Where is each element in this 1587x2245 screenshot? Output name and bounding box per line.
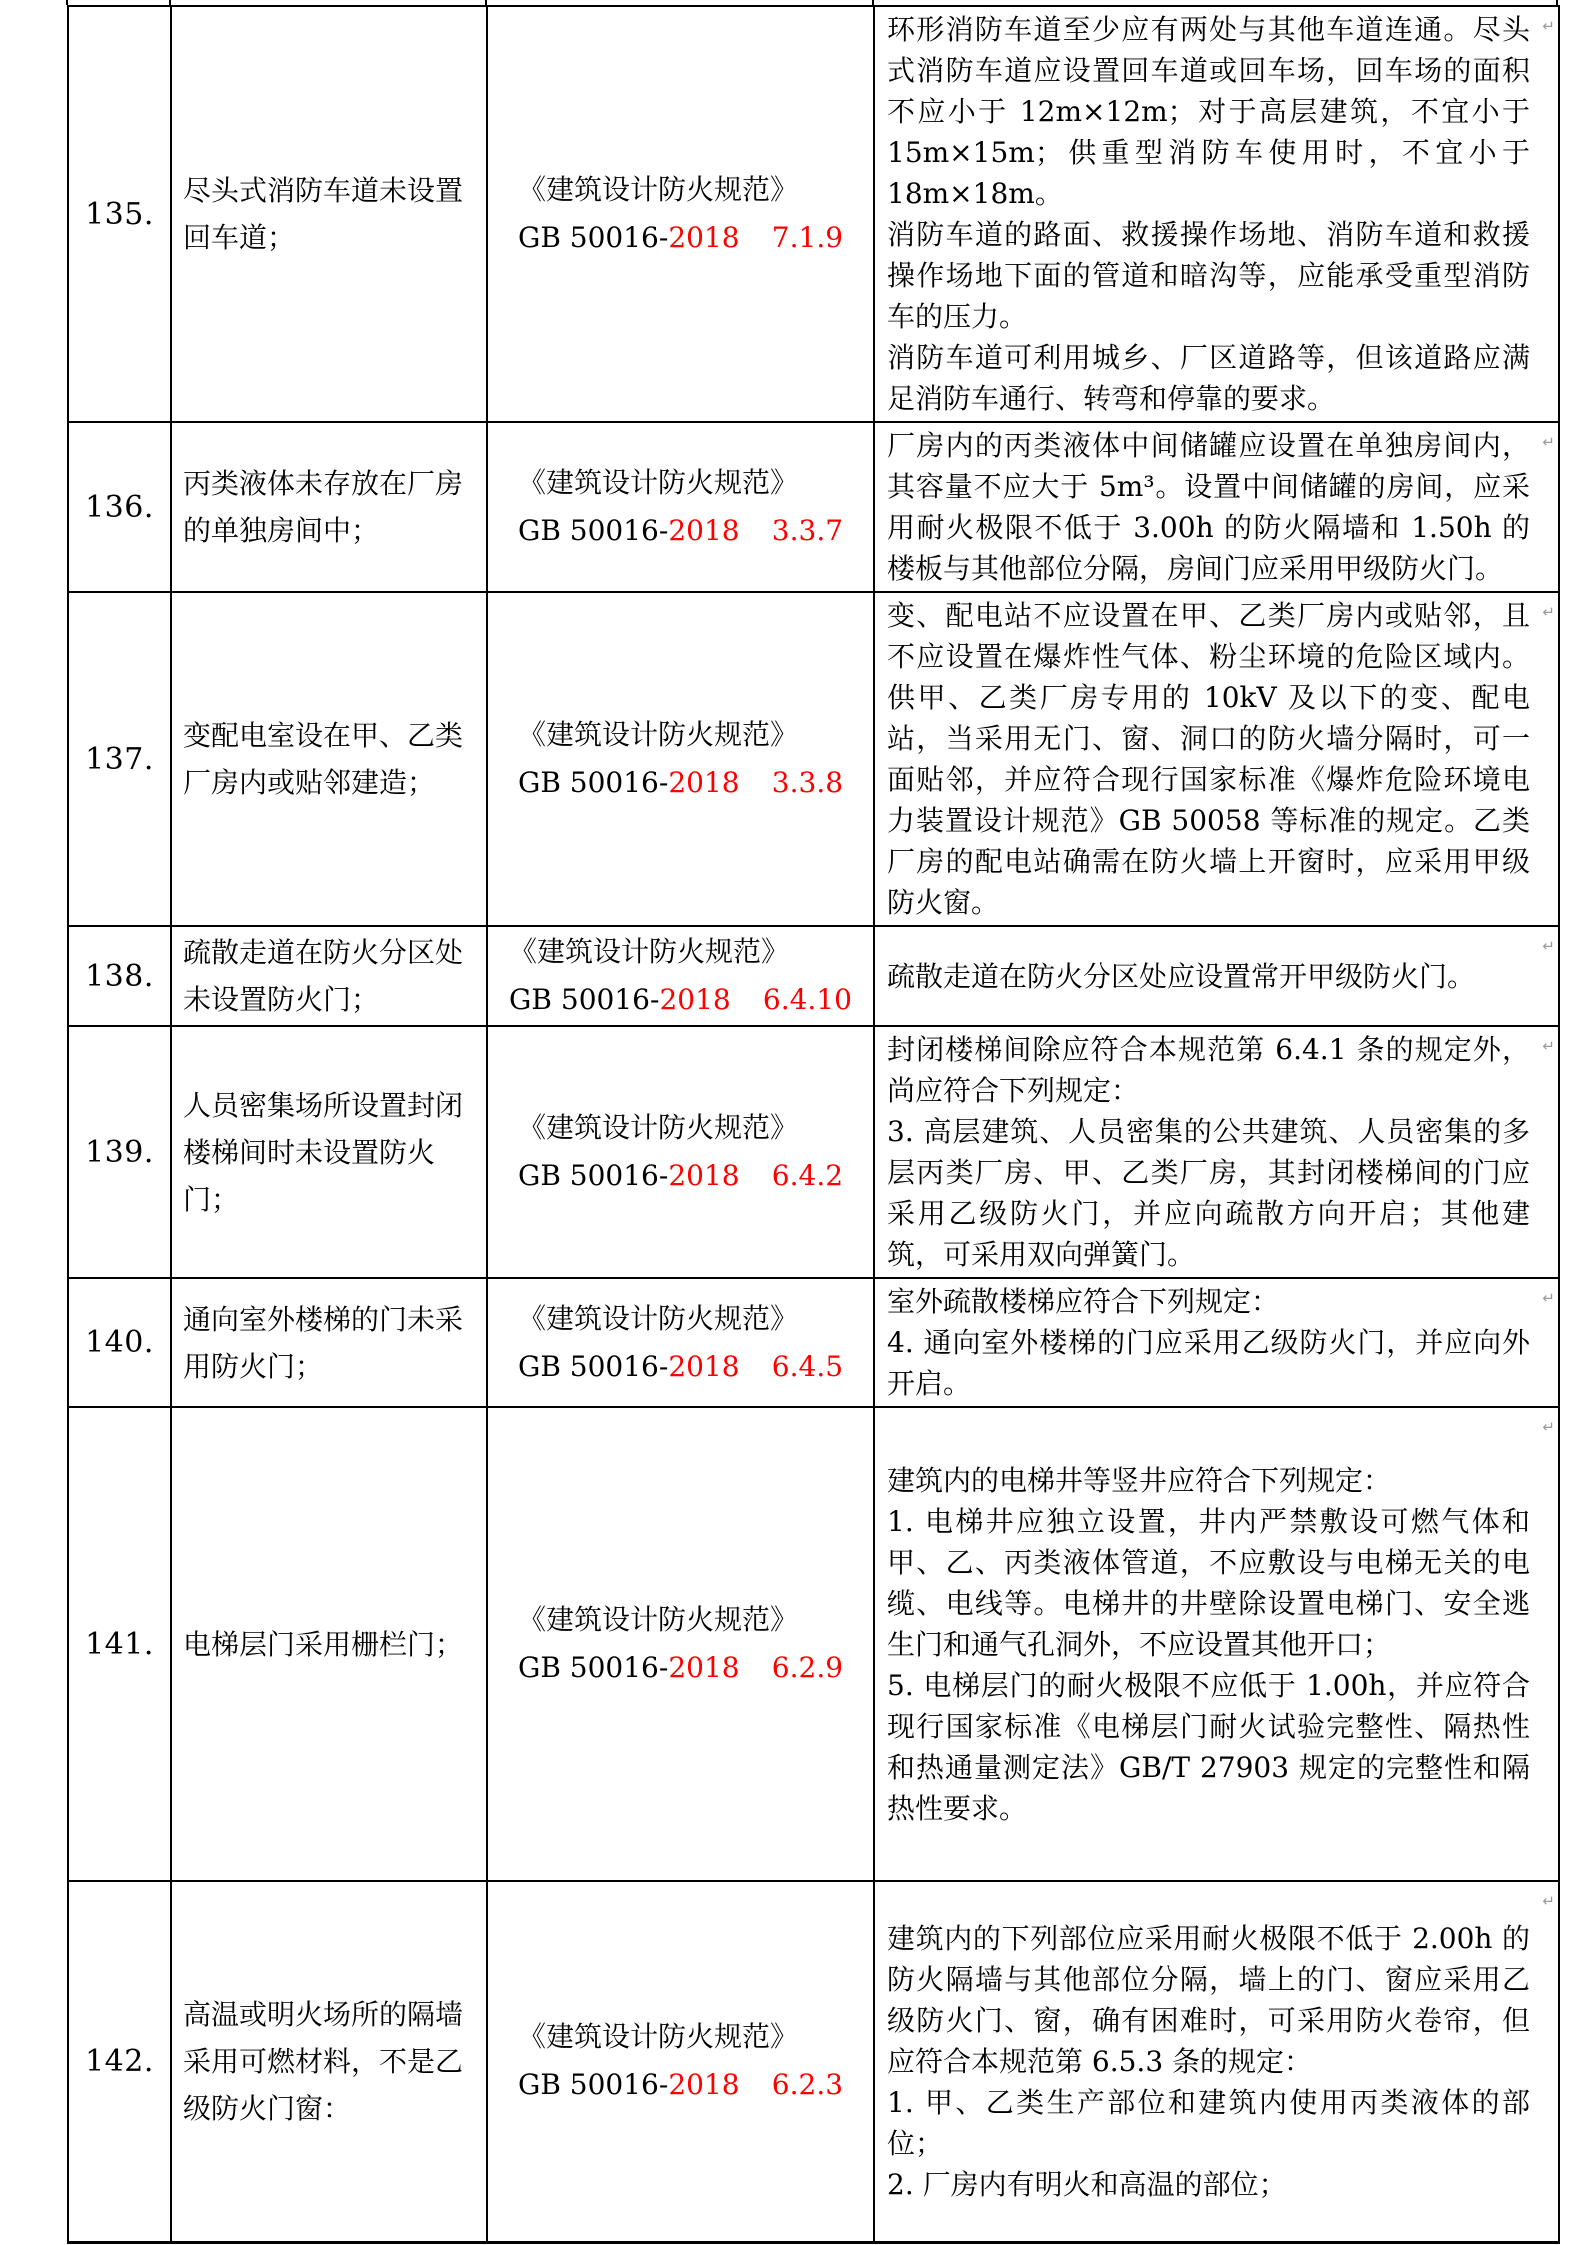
row-number: 135. xyxy=(85,196,154,232)
issue-cell xyxy=(171,592,487,926)
paragraph-mark-icon: ↵ xyxy=(1542,17,1555,35)
reference-block xyxy=(518,459,843,555)
table-row xyxy=(68,422,1559,592)
reference-code: GB 50016- xyxy=(517,766,669,799)
paragraph-mark-icon: ↵ xyxy=(1542,937,1555,955)
regulation-detail-cell xyxy=(874,6,1559,422)
row-number-cell xyxy=(68,1026,171,1278)
regulation-detail-cell xyxy=(874,422,1559,592)
reference-year: 2018 xyxy=(668,1349,740,1383)
reference-cell xyxy=(487,422,874,592)
issue-text: 尽头式消防车道未设置回车道； xyxy=(183,174,464,254)
issue-cell xyxy=(171,926,487,1026)
regulation-paragraph: 室外疏散楼梯应符合下列规定： xyxy=(887,1285,1280,1318)
issue-text: 电梯层门采用栅栏门； xyxy=(183,1627,464,1661)
reference-year: 2018 xyxy=(668,221,740,254)
reference-year: 2018 xyxy=(668,766,740,799)
row-number-cell xyxy=(68,422,171,592)
issue-text: 通向室外楼梯的门未采用防火门； xyxy=(183,1302,464,1383)
reference-cell xyxy=(487,926,874,1026)
regulation-paragraph: 5. 电梯层门的耐火极限不应低于 1.00h，并应符合现行国家标准《电梯层门耐火试验完整性、隔热性和热通量测定法》GB/T 27903 规定的完整性和隔热性要求。 xyxy=(887,1668,1530,1825)
reference-year: 2018 xyxy=(659,983,731,1016)
table-row xyxy=(68,1407,1559,1881)
reference-block xyxy=(518,711,843,807)
issue-cell xyxy=(171,1278,487,1407)
reference-block xyxy=(509,928,852,1024)
reference-cell xyxy=(487,1881,874,2242)
reference-title: 《建筑设计防火规范》 xyxy=(517,466,798,499)
row-number-cell xyxy=(68,1407,171,1881)
regulation-detail-cell xyxy=(874,1026,1559,1278)
reference-code: GB 50016- xyxy=(517,1349,669,1383)
reference-clause: 7.1.9 xyxy=(771,221,844,254)
reference-title: 《建筑设计防火规范》 xyxy=(517,718,798,751)
regulation-paragraph: 3. 高层建筑、人员密集的公共建筑、人员密集的多层丙类厂房、甲、乙类厂房，其封闭楼梯间的门应采用乙级防火门，并应向疏散方向开启；其他建筑，可采用双向弹簧门。 xyxy=(887,1115,1530,1271)
issue-cell xyxy=(171,1026,487,1278)
regulation-paragraph: 厂房内的丙类液体中间储罐应设置在单独房间内，其容量不应大于 5m³。设置中间储罐的房间，应采用耐火极限不低于 3.00h 的防火隔墙和 1.50h 的楼板与其他部位分隔，房间门应采用甲级防火门。 xyxy=(887,429,1530,585)
row-number-cell xyxy=(68,6,171,422)
reference-cell xyxy=(487,1026,874,1278)
reference-title: 《建筑设计防火规范》 xyxy=(517,1111,798,1144)
regulation-paragraph: 疏散走道在防火分区处应设置常开甲级防火门。 xyxy=(887,959,1476,993)
regulation-paragraph: 消防车道可利用城乡、厂区道路等，但该道路应满足消防车通行、转弯和停靠的要求。 xyxy=(887,341,1530,415)
regulation-detail-cell xyxy=(874,1881,1559,2242)
regulation-paragraph: 消防车道的路面、救援操作场地、消防车道和救援操作场地下面的管道和暗沟等，应能承受重型消防车的压力。 xyxy=(887,218,1530,333)
reference-code: GB 50016- xyxy=(517,221,669,254)
reference-cell xyxy=(487,6,874,422)
issue-text: 变配电室设在甲、乙类厂房内或贴邻建造； xyxy=(183,719,464,799)
paragraph-mark-icon: ↵ xyxy=(1542,1037,1555,1055)
row-number: 138. xyxy=(85,958,154,994)
reference-year: 2018 xyxy=(668,2068,740,2102)
reference-title: 《建筑设计防火规范》 xyxy=(517,173,798,206)
issue-cell xyxy=(171,1881,487,2242)
row-number: 140. xyxy=(85,1325,154,1360)
table-row xyxy=(68,6,1559,422)
regulation-paragraph: 1. 电梯井应独立设置，井内严禁敷设可燃气体和甲、乙、丙类液体管道，不应敷设与电梯无关的电缆、电线等。电梯井的井壁除设置电梯门、安全逃生门和通气孔洞外，不应设置其他开口； xyxy=(887,1504,1530,1661)
table-row xyxy=(68,926,1559,1026)
violations-table xyxy=(67,5,1560,2244)
reference-code-line xyxy=(518,2061,843,2109)
regulation-paragraph: 建筑内的电梯井等竖井应符合下列规定： xyxy=(887,1463,1392,1497)
reference-clause: 6.4.2 xyxy=(771,1159,844,1192)
reference-block xyxy=(518,1295,843,1391)
table-row xyxy=(68,1026,1559,1278)
paragraph-mark-icon: ↵ xyxy=(1542,433,1555,451)
issue-text: 疏散走道在防火分区处未设置防火门； xyxy=(183,936,464,1016)
reference-code-line xyxy=(518,759,843,807)
reference-title: 《建筑设计防火规范》 xyxy=(517,1301,798,1335)
table-row xyxy=(68,1278,1559,1407)
reference-clause: 3.3.8 xyxy=(771,766,844,799)
issue-text: 人员密集场所设置封闭楼梯间时未设置防火门； xyxy=(183,1088,464,1216)
row-number: 137. xyxy=(85,741,154,777)
regulation-paragraph: 4. 通向室外楼梯的门应采用乙级防火门，并应向外开启。 xyxy=(887,1326,1530,1400)
reference-code-line xyxy=(518,507,843,555)
regulation-paragraph: 2. 厂房内有明火和高温的部位； xyxy=(887,2167,1287,2201)
reference-block xyxy=(518,1104,843,1200)
regulation-paragraph: 建筑内的下列部位应采用耐火极限不低于 2.00h 的防火隔墙与其他部位分隔，墙上的门、窗应采用乙级防火门、窗，确有困难时，可采用防火卷帘，但应符合本规范第 6.5.3 条的规定： xyxy=(887,1921,1530,2078)
reference-year: 2018 xyxy=(668,1159,740,1192)
reference-code: GB 50016- xyxy=(517,514,669,547)
reference-code-line xyxy=(518,214,843,262)
reference-code: GB 50016- xyxy=(509,983,660,1016)
reference-title: 《建筑设计防火规范》 xyxy=(517,2020,798,2054)
issue-cell xyxy=(171,422,487,592)
regulation-paragraph: 变、配电站不应设置在甲、乙类厂房内或贴邻，且不应设置在爆炸性气体、粉尘环境的危险区域内。供甲、乙类厂房专用的 10kV 及以下的变、配电站，当采用无门、窗、洞口的防火墙分隔时，可一面贴邻，并应符合现行国家标准《爆炸危险环境电力装置设计规范》GB 50058 等标准的规定。乙类厂房的配电站确需在防火墙上开窗时，应采用甲级防火窗。 xyxy=(887,599,1530,919)
row-number-cell xyxy=(68,592,171,926)
regulation-paragraph: 封闭楼梯间除应符合本规范第 6.4.1 条的规定外，尚应符合下列规定： xyxy=(887,1033,1530,1107)
regulation-detail-cell xyxy=(874,1278,1559,1407)
reference-code: GB 50016- xyxy=(517,1651,669,1684)
row-number: 141. xyxy=(85,1626,154,1662)
reference-title: 《建筑设计防火规范》 xyxy=(517,1603,798,1636)
table-row xyxy=(68,592,1559,926)
reference-cell xyxy=(487,1278,874,1407)
row-number-cell xyxy=(68,926,171,1026)
row-number-cell xyxy=(68,1881,171,2242)
paragraph-mark-icon: ↵ xyxy=(1542,603,1555,621)
reference-code-line xyxy=(518,1644,843,1692)
row-number: 136. xyxy=(85,489,154,525)
reference-code-line xyxy=(518,1343,843,1391)
reference-year: 2018 xyxy=(668,514,740,547)
reference-code: GB 50016- xyxy=(517,1159,669,1192)
reference-block xyxy=(518,2013,843,2109)
reference-code-line xyxy=(509,976,852,1024)
regulation-detail-cell xyxy=(874,1407,1559,1881)
issue-cell xyxy=(171,6,487,422)
issue-text: 高温或明火场所的隔墙采用可燃材料，不是乙级防火门窗： xyxy=(183,1997,464,2125)
paragraph-mark-icon: ↵ xyxy=(1542,1892,1555,1910)
regulation-paragraph: 1. 甲、乙类生产部位和建筑内使用丙类液体的部位； xyxy=(887,2085,1530,2160)
regulation-detail-cell xyxy=(874,926,1559,1026)
row-number: 139. xyxy=(85,1134,154,1170)
paragraph-mark-icon: ↵ xyxy=(1542,1418,1555,1436)
issue-text: 丙类液体未存放在厂房的单独房间中； xyxy=(183,467,464,547)
regulation-detail-cell xyxy=(874,592,1559,926)
row-number-cell xyxy=(68,1278,171,1407)
reference-clause: 3.3.7 xyxy=(771,514,844,547)
reference-code-line xyxy=(518,1152,843,1200)
issue-cell xyxy=(171,1407,487,1881)
reference-cell xyxy=(487,592,874,926)
paragraph-mark-icon: ↵ xyxy=(1542,1289,1555,1307)
reference-clause: 6.2.9 xyxy=(771,1651,844,1684)
reference-cell xyxy=(487,1407,874,1881)
reference-block xyxy=(518,1596,843,1692)
reference-title: 《建筑设计防火规范》 xyxy=(509,935,790,968)
reference-block xyxy=(518,166,843,262)
table-row xyxy=(68,1881,1559,2242)
regulation-paragraph: 环形消防车道至少应有两处与其他车道连通。尽头式消防车道应设置回车道或回车场，回车场的面积不应小于 12m×12m；对于高层建筑，不宜小于 15m×15m；供重型消防车使用时，不宜小于 18m×18m。 xyxy=(887,13,1530,210)
reference-code: GB 50016- xyxy=(517,2068,669,2102)
reference-year: 2018 xyxy=(668,1651,740,1684)
reference-clause: 6.4.10 xyxy=(762,983,852,1016)
reference-clause: 6.2.3 xyxy=(771,2068,844,2102)
reference-clause: 6.4.5 xyxy=(771,1349,844,1383)
row-number: 142. xyxy=(85,2043,154,2079)
